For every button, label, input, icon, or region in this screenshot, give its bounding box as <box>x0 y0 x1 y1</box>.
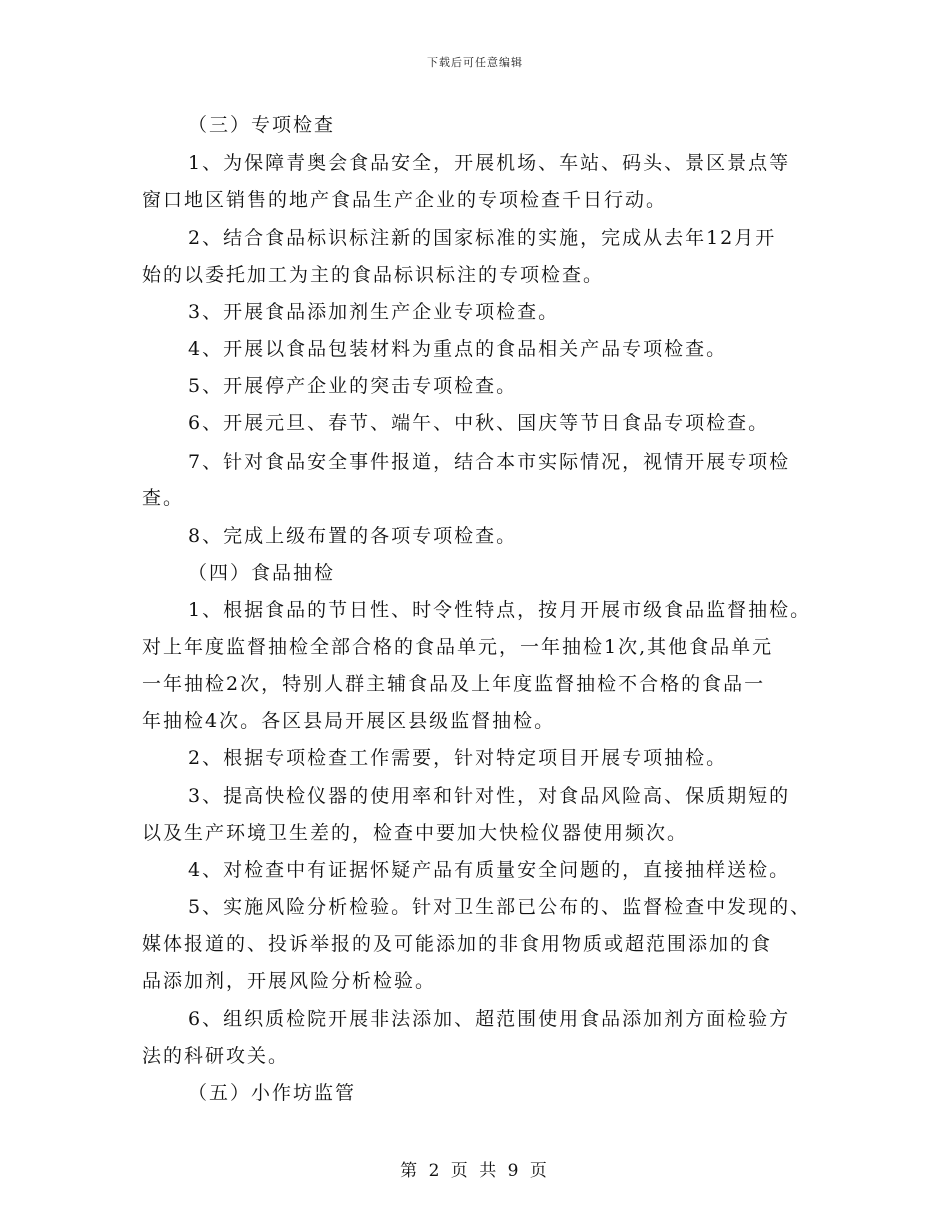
paragraph-line: 一年抽检2次，特别人群主辅食品及上年度监督抽检不合格的食品一 <box>142 673 766 695</box>
paragraph-line: 媒体报道的、投诉举报的及可能添加的非食用物质或超范围添加的食 <box>142 933 773 955</box>
paragraph-line: 4、对检查中有证据怀疑产品有质量安全问题的，直接抽样送检。 <box>188 859 791 881</box>
paragraph-line: 始的以委托加工为主的食品标识标注的专项检查。 <box>142 264 605 286</box>
paragraph-line: 5、开展停产企业的突击专项检查。 <box>188 375 518 397</box>
section-heading-5: （五）小作坊监管 <box>188 1082 357 1104</box>
paragraph-line: 品添加剂，开展风险分析检验。 <box>142 970 437 992</box>
page-number: 第 2 页 共 9 页 <box>400 1161 550 1181</box>
paragraph-line: 6、开展元旦、春节、端午、中秋、国庆等节日食品专项检查。 <box>188 412 770 434</box>
paragraph-line: 1、为保障青奥会食品安全，开展机场、车站、码头、景区景点等 <box>188 152 791 174</box>
paragraph-line: 法的科研攻关。 <box>142 1045 290 1067</box>
page-header: 下载后可任意编辑 <box>427 56 523 69</box>
paragraph-line: 8、完成上级布置的各项专项检查。 <box>188 525 518 547</box>
paragraph-line: 查。 <box>142 487 185 509</box>
paragraph-line: 6、组织质检院开展非法添加、超范围使用食品添加剂方面检验方 <box>188 1008 791 1030</box>
paragraph-line: 4、开展以食品包装材料为重点的食品相关产品专项检查。 <box>188 338 728 360</box>
paragraph-line: 窗口地区销售的地产食品生产企业的专项检查千日行动。 <box>142 189 668 211</box>
section-heading-4: （四）食品抽检 <box>188 562 336 584</box>
paragraph-line: 3、开展食品添加剂生产企业专项检查。 <box>188 301 560 323</box>
paragraph-line: 以及生产环境卫生差的，检查中要加大快检仪器使用频次。 <box>142 822 689 844</box>
paragraph-line: 2、根据专项检查工作需要，针对特定项目开展专项抽检。 <box>188 747 728 769</box>
paragraph-line: 1、根据食品的节日性、时令性特点，按月开展市级食品监督抽检。 <box>188 599 812 621</box>
section-heading-3: （三）专项检查 <box>188 114 336 136</box>
paragraph-line: 3、提高快检仪器的使用率和针对性，对食品风险高、保质期短的 <box>188 785 791 807</box>
paragraph-line: 年抽检4次。各区县局开展区县级监督抽检。 <box>142 710 556 732</box>
paragraph-line: 7、针对食品安全事件报道，结合本市实际情况，视情开展专项检 <box>188 451 791 473</box>
paragraph-line: 5、实施风险分析检验。针对卫生部已公布的、监督检查中发现的、 <box>188 896 812 918</box>
paragraph-line: 对上年度监督抽检全部合格的食品单元，一年抽检1次,其他食品单元 <box>142 636 774 658</box>
paragraph-line: 2、结合食品标识标注新的国家标准的实施，完成从去年12月开 <box>188 227 777 249</box>
